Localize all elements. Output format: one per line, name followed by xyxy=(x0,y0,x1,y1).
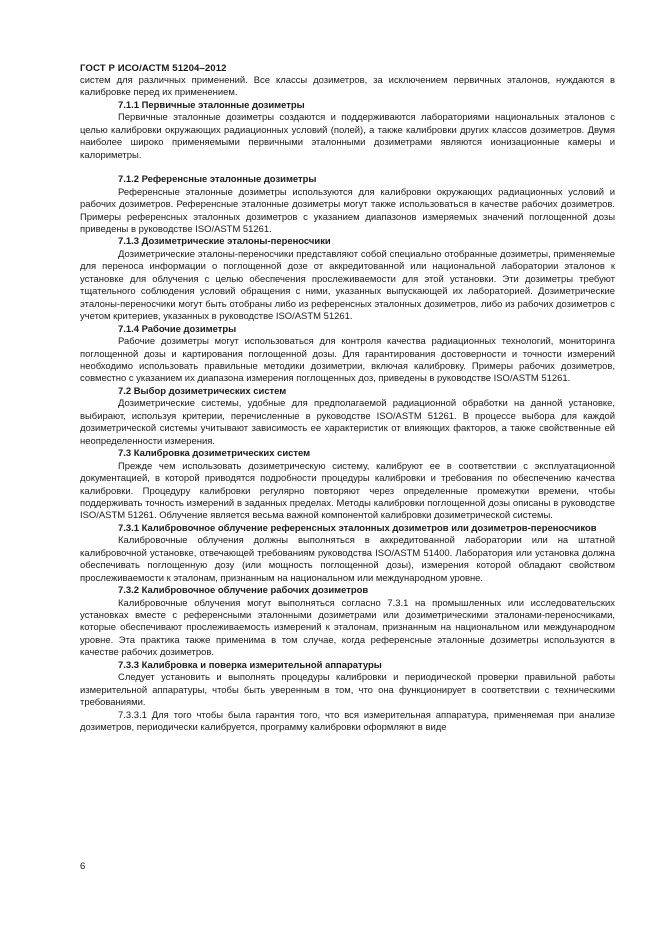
body-paragraph: Калибровочные облучения могут выполняться согласно 7.3.1 на промышленных или исследовательских установках вместе с референсными эталонными дозиметрами или дозиметрическими эталонами-переносчиками, которые обеспечивают прослеживаемость измерений к эталонам, признанным на национальном или международном уровне. Эта практика также применима в том случае, когда референсные эталонные дозиметры используются в качестве рабочих дозиметров. xyxy=(80,597,615,659)
body-paragraph: Прежде чем использовать дозиметрическую систему, калибруют ее в соответствии с эксплуатационной документацией, в которой приводятся подробности процедуры калибровки и требования по обеспечению качества калибровки. Процедуру калибровки регулярно повторяют через определенные промежутки времени, чтобы поддерживать точность измерений в заданных пределах. Методы калибровки поглощенной дозы описаны в руководстве ISO/ASTM 51261. Облучение является весьма важной компонентой калибровки дозиметрической системы. xyxy=(80,460,615,522)
body-paragraph: Калибровочные облучения должны выполняться в аккредитованной лаборатории или на штатной калибровочной установке, отвечающей требованиям руководства ISO/ASTM 51400. Лаборатория или установка должна обеспечивать поглощенную дозу (или мощность поглощенной дозы), измерения которой обладают свойством прослеживаемости к эталонам, признанным на национальном или международном уровне. xyxy=(80,535,615,584)
section-heading: 7.1.4 Рабочие дозиметры xyxy=(118,323,237,335)
section-heading: 7.2 Выбор дозиметрических систем xyxy=(118,385,287,397)
section-heading: 7.3.2 Калибровочное облучение рабочих дозиметров xyxy=(118,585,369,597)
body-paragraph: Первичные эталонные дозиметры создаются и поддерживаются лабораториями национальных эталонов с целью калибровки окружающих радиационных условий (полей), а также калибровки других классов дозиметров. Двумя наиболее широко применяемыми первичными эталонными дозиметрами являются ионизационные камеры и калориметры. xyxy=(80,112,615,161)
section-heading: 7.3.3 Калибровка и поверка измерительной аппаратуры xyxy=(118,659,382,671)
section-heading: 7.1.3 Дозиметрические эталоны-переносчики xyxy=(118,236,331,248)
body-paragraph: систем для различных применений. Все классы дозиметров, за исключением первичных эталонов, нуждаются в калибровке перед их применением. xyxy=(80,75,615,99)
section-heading: 7.3.1 Калибровочное облучение референсных эталонных дозиметров или дозиметров-переносчиков xyxy=(118,522,597,534)
section-heading: 7.1.1 Первичные эталонные дозиметры xyxy=(118,99,305,111)
body-paragraph: 7.3.3.1 Для того чтобы была гарантия того, что вся измерительная аппаратура, применяемая при анализе дозиметров, периодически калибруется, программу калибровки оформляют в виде xyxy=(80,709,615,734)
body-paragraph: Рабочие дозиметры могут использоваться для контроля качества радиационных технологий, мониторинга поглощенной дозы и картирования поглощенной дозы. Для гарантирования достоверности и точности измерений необходимо использовать правильные методики дозиметрии, включая калибровку. Примеры рабочих дозиметров, совместно с указанием их диапазона измерения поглощенных доз, приведены в руководстве ISO/ASTM 51261. xyxy=(80,336,615,385)
section-heading: 7.1.2 Референсные эталонные дозиметры xyxy=(118,174,317,186)
body-paragraph: Дозиметрические системы, удобные для предполагаемой радиационной обработки на данной установке, выбирают, используя критерии, перечисленные в руководстве ISO/ASTM 51261. В процессе выбора для каждой дозиметрической системы учитывают зависимость ее характеристик от влияющих факторов, а также свойственные ей неопределенности измерения. xyxy=(80,398,615,447)
document-standard-title: ГОСТ Р ИСО/АСТМ 51204–2012 xyxy=(80,63,227,74)
page-number: 6 xyxy=(80,861,86,872)
body-paragraph: Дозиметрические эталоны-переносчики представляют собой специально отобранные дозиметры, применяемые для переноса информации о поглощенной дозе от аккредитованной или национальной лаборатории эталонов к установке для облучения с целью обеспечения прослеживаемости для этой установки. Эти дозиметры требуют тщательного соблюдения условий обращения с ними, указанных выпускающей их лабораторией. Дозиметрические эталоны-переносчики могут быть отобраны либо из референсных эталонных дозиметров, либо из рабочих дозиметров с учетом критериев, указанных в руководстве ISO/ASTM 51261. xyxy=(80,248,615,323)
body-paragraph: Следует установить и выполнять процедуры калибровки и периодической проверки правильной работы измерительной аппаратуры, чтобы быть уверенным в том, что она функционирует в соответствии с техническими требованиями. xyxy=(80,672,615,709)
body-paragraph: Референсные эталонные дозиметры используются для калибровки окружающих радиационных условий и рабочих дозиметров. Референсные эталонные дозиметры могут также использоваться в качестве рабочих дозиметров. Примеры референсных эталонных дозиметров с указанием диапазонов измеряемых значений поглощенной дозы приведены в руководстве ISO/ASTM 51261. xyxy=(80,186,615,235)
section-heading: 7.3 Калибровка дозиметрических систем xyxy=(118,448,311,460)
document-body xyxy=(80,75,615,735)
